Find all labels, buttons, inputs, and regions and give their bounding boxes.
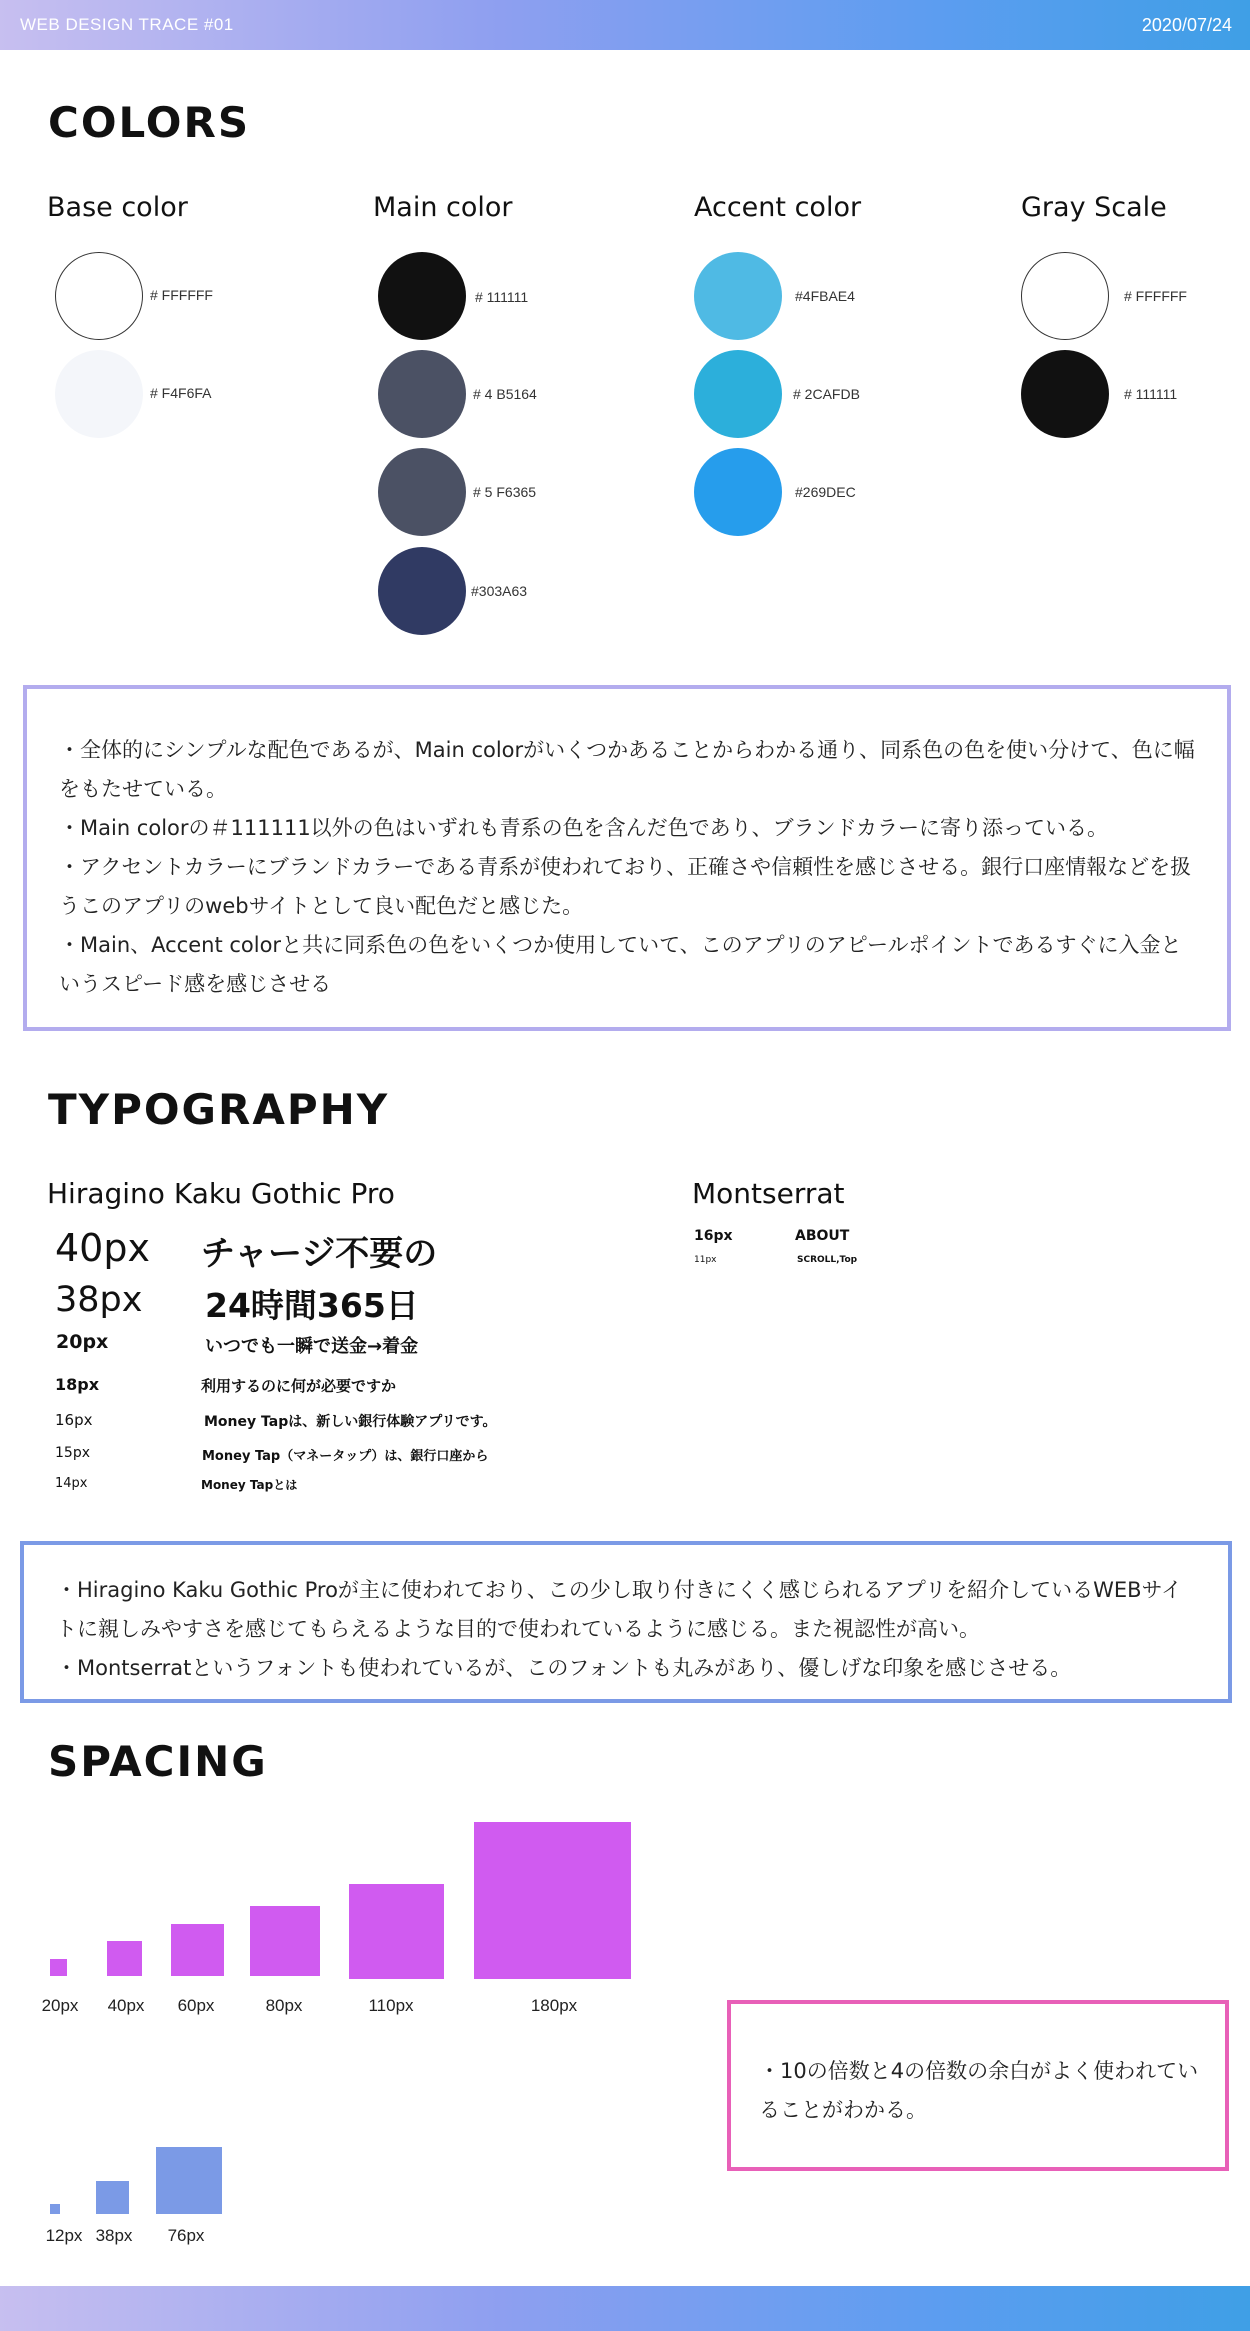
type-size-38: 38px xyxy=(55,1280,143,1320)
spacing-note-box xyxy=(727,2000,1229,2171)
swatch-base-2 xyxy=(55,350,143,438)
spacing-square-110 xyxy=(349,1884,444,1979)
spacing-square-38 xyxy=(96,2181,129,2214)
spacing-label-76: 76px xyxy=(167,2226,205,2245)
hiragino-font-name: Hiragino Kaku Gothic Pro xyxy=(47,1177,395,1210)
spacing-label-12: 12px xyxy=(45,2226,83,2245)
type-sample-16: Money Tapは、新しい銀行体験アプリです。 xyxy=(204,1414,497,1430)
montserrat-size-16: 16px xyxy=(694,1228,733,1244)
swatch-main-2 xyxy=(378,350,466,438)
gray-scale-title: Gray Scale xyxy=(1021,192,1167,223)
colors-note-box xyxy=(23,685,1231,1031)
spacing-label-110: 110px xyxy=(368,1996,414,2015)
swatch-base-1 xyxy=(55,252,143,340)
spacing-label-40: 40px xyxy=(107,1996,145,2015)
spacing-label-80: 80px xyxy=(265,1996,303,2015)
hex-base-1: # FFFFFF xyxy=(150,287,213,303)
hex-main-1: # 111111 xyxy=(475,289,529,305)
footer-bar xyxy=(0,2286,1250,2331)
base-color-title: Base color xyxy=(47,192,188,223)
type-size-15: 15px xyxy=(55,1445,90,1461)
spacing-square-180 xyxy=(474,1822,631,1979)
hex-base-2: # F4F6FA xyxy=(150,385,212,401)
type-sample-15: Money Tap（マネータップ）は、銀行口座から xyxy=(202,1449,489,1464)
hex-main-3: # 5 F6365 xyxy=(473,484,537,500)
spacing-square-76 xyxy=(156,2147,222,2214)
swatch-gray-2 xyxy=(1021,350,1109,438)
type-sample-18: 利用するのに何が必要ですか xyxy=(201,1377,397,1395)
typography-heading: TYPOGRAPHY xyxy=(48,1085,390,1134)
spacing-label-180: 180px xyxy=(530,1996,578,2015)
swatch-main-1 xyxy=(378,252,466,340)
spacing-heading: SPACING xyxy=(48,1737,268,1786)
hex-accent-1: #4FBAE4 xyxy=(795,288,855,304)
type-size-18: 18px xyxy=(55,1375,100,1394)
type-size-16: 16px xyxy=(55,1411,93,1429)
spacing-square-80 xyxy=(250,1906,320,1976)
typography-note-line-1: ・Hiragino Kaku Gothic Proが主に使われており、この少し取り付きにくく感じられるアプリを紹介しているWEBサイトに親しみやすさを感じてもらえるような目的で使われているように感じる。また視認性が高い。 xyxy=(56,1578,1183,1641)
page-title: WEB DESIGN TRACE #01 xyxy=(20,15,234,34)
spacing-square-60 xyxy=(171,1924,224,1976)
montserrat-font-name: Montserrat xyxy=(692,1177,845,1210)
type-sample-14: Money Tapとは xyxy=(201,1478,298,1492)
colors-note-line-3: ・アクセントカラーにブランドカラーである青系が使われており、正確さや信頼性を感じさせる。銀行口座情報などを扱うこのアプリのwebサイトとして良い配色だと感じた。 xyxy=(59,855,1192,918)
type-sample-40: チャージ不要の xyxy=(201,1234,438,1274)
montserrat-sample-11: SCROLL,Top xyxy=(797,1255,858,1265)
spacing-square-12 xyxy=(50,2204,60,2214)
colors-note-line-4: ・Main、Accent colorと共に同系色の色をいくつか使用していて、このアプリのアピールポイントであるすぐに入金というスピード感を感じさせる xyxy=(59,933,1182,996)
swatch-gray-1 xyxy=(1021,252,1109,340)
type-size-14: 14px xyxy=(55,1476,88,1491)
type-size-20: 20px xyxy=(56,1331,109,1353)
spacing-note-line-1: ・10の倍数と4の倍数の余白がよく使われていることがわかる。 xyxy=(759,2059,1199,2122)
swatch-accent-1 xyxy=(694,252,782,340)
spacing-square-40 xyxy=(107,1941,142,1976)
swatch-main-3 xyxy=(378,448,466,536)
spacing-label-38: 38px xyxy=(95,2226,133,2245)
colors-note-line-2: ・Main colorの＃111111以外の色はいずれも青系の色を含んだ色であり、ブランドカラーに寄り添っている。 xyxy=(59,816,1109,840)
hex-accent-2: # 2CAFDB xyxy=(793,386,860,402)
spacing-label-20: 20px xyxy=(41,1996,79,2015)
swatch-accent-3 xyxy=(694,448,782,536)
montserrat-size-11: 11px xyxy=(694,1255,717,1265)
colors-heading: COLORS xyxy=(48,98,251,147)
spacing-label-60: 60px xyxy=(177,1996,215,2015)
hex-gray-2: # 111111 xyxy=(1124,386,1178,402)
main-color-title: Main color xyxy=(373,192,513,223)
colors-note-line-1: ・全体的にシンプルな配色であるが、Main colorがいくつかあることからわかる通り、同系色の色を使い分けて、色に幅をもたせている。 xyxy=(59,738,1195,801)
swatch-accent-2 xyxy=(694,350,782,438)
typography-note-line-2: ・Montserratというフォントも使われているが、このフォントも丸みがあり、優しげな印象を感じさせる。 xyxy=(56,1656,1072,1680)
type-sample-20: いつでも一瞬で送金→着金 xyxy=(205,1336,419,1357)
montserrat-sample-16: ABOUT xyxy=(795,1228,850,1244)
hex-main-2: # 4 B5164 xyxy=(473,386,537,402)
typography-note-box xyxy=(20,1541,1232,1703)
hex-main-4: #303A63 xyxy=(471,583,528,599)
page-date: 2020/07/24 xyxy=(1141,15,1232,35)
spacing-square-20 xyxy=(50,1959,67,1976)
swatch-main-4 xyxy=(378,547,466,635)
type-size-40: 40px xyxy=(55,1226,150,1270)
type-sample-38: 24時間365日 xyxy=(205,1286,419,1325)
accent-color-title: Accent color xyxy=(694,192,862,223)
hex-accent-3: #269DEC xyxy=(795,484,856,500)
hex-gray-1: # FFFFFF xyxy=(1124,288,1187,304)
header-bar xyxy=(0,0,1250,50)
